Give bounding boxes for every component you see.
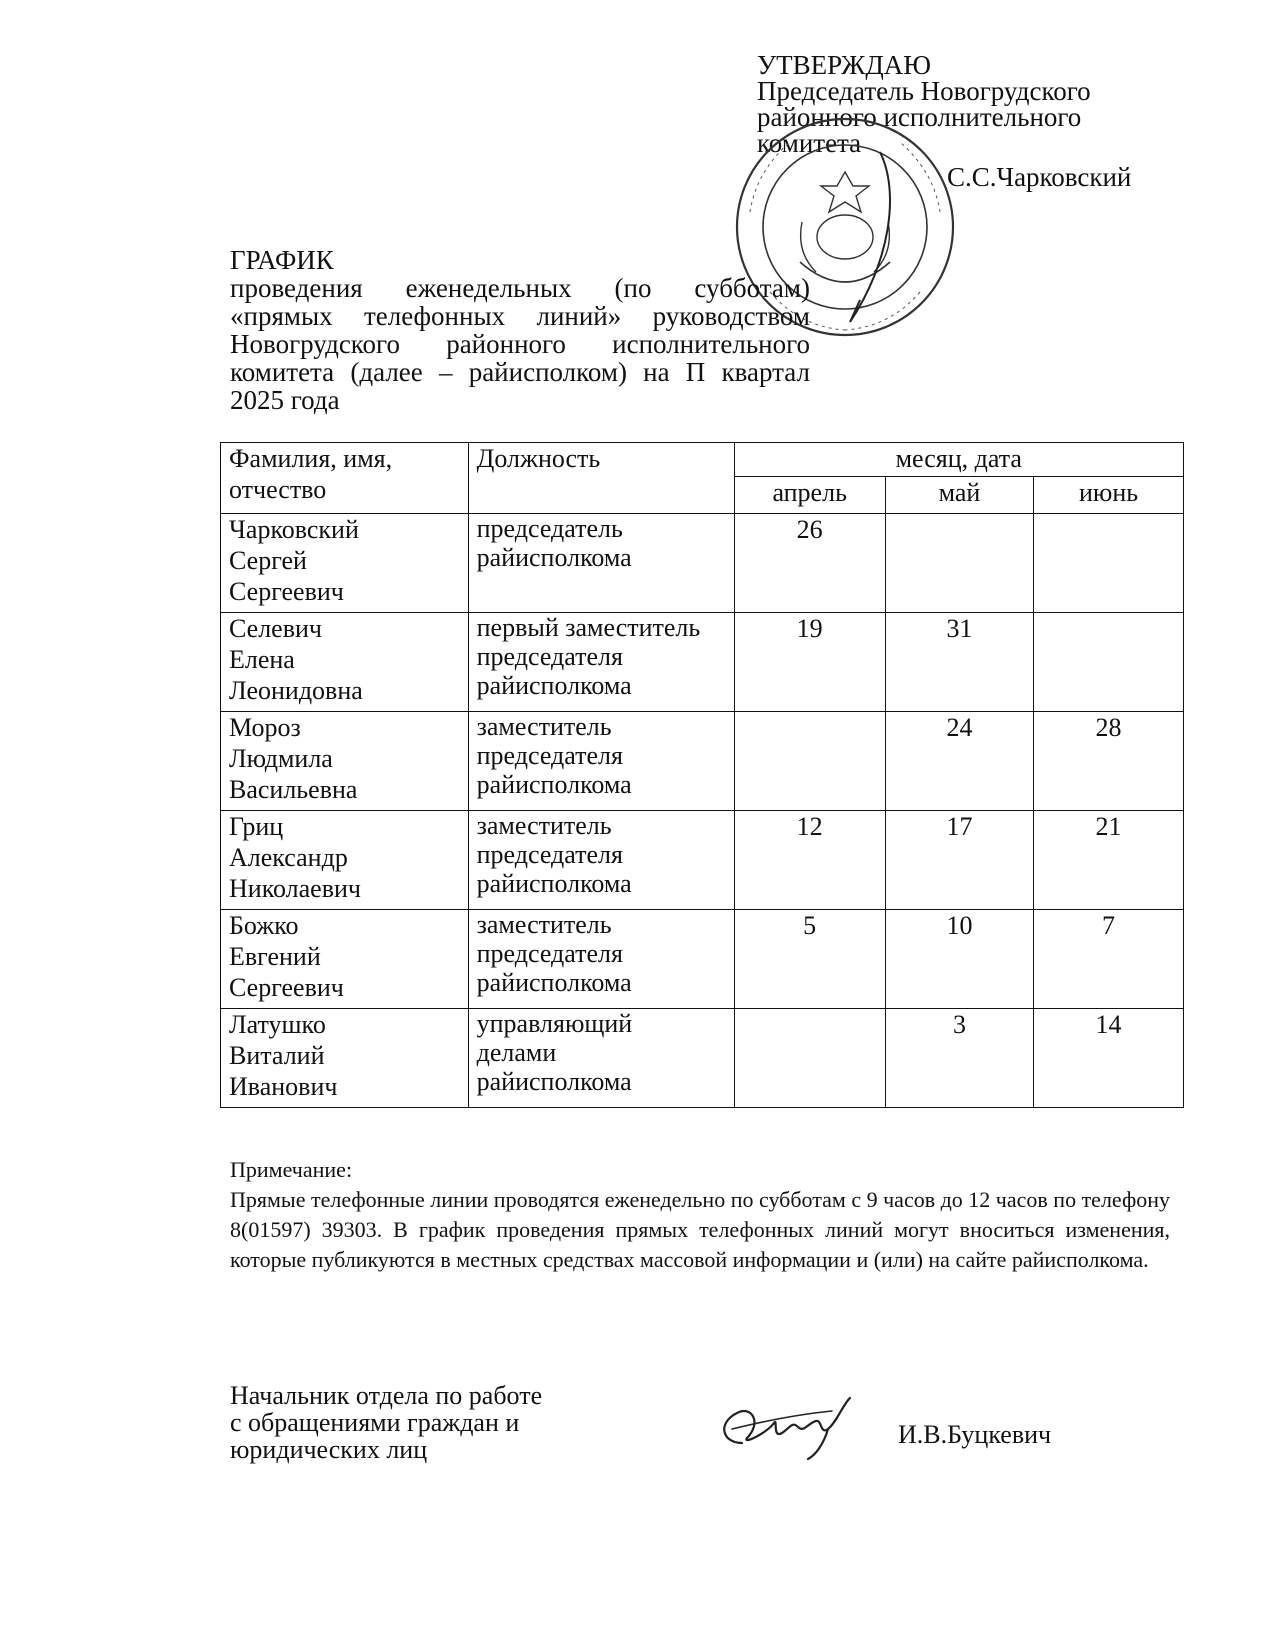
cell-name bbox=[221, 613, 469, 712]
cell-april: 19 bbox=[734, 613, 885, 712]
cell-june bbox=[1034, 514, 1184, 613]
name-line: Сергеевич bbox=[229, 577, 344, 606]
title-body: проведения еженедельных (по субботам) «прямых телефонных линий» руководством Новогрудского районного исполнительного комитета (далее – райисполком) на П квартал 2025 года bbox=[230, 273, 810, 415]
position-line: заместитель bbox=[476, 910, 612, 939]
name-line: Евгений bbox=[229, 942, 321, 971]
cell-may: 17 bbox=[885, 811, 1033, 910]
cell-april: 5 bbox=[734, 910, 885, 1009]
header-name bbox=[221, 443, 469, 514]
note-label: Примечание: bbox=[230, 1157, 353, 1182]
cell-june: 7 bbox=[1034, 910, 1184, 1009]
name-line: Николаевич bbox=[229, 874, 361, 903]
footer-position-line: юридических лиц bbox=[230, 1435, 428, 1464]
header-month-april: апрель bbox=[734, 477, 885, 514]
cell-name bbox=[221, 811, 469, 910]
position-line: председателя bbox=[476, 741, 623, 770]
position-line: райисполкома bbox=[476, 671, 632, 700]
header-month-june: июнь bbox=[1034, 477, 1184, 514]
position-line: заместитель bbox=[476, 811, 612, 840]
handwritten-signature-icon bbox=[712, 1393, 862, 1463]
header-name-line: Фамилия, имя, bbox=[229, 444, 393, 473]
table-header-row bbox=[221, 443, 1184, 477]
cell-june bbox=[1034, 613, 1184, 712]
table-row bbox=[221, 712, 1184, 811]
name-line: Александр bbox=[229, 843, 348, 872]
approval-heading: УТВЕРЖДАЮ bbox=[757, 50, 932, 80]
cell-name bbox=[221, 910, 469, 1009]
cell-april: 12 bbox=[734, 811, 885, 910]
header-position: Должность bbox=[468, 443, 734, 514]
name-line: Елена bbox=[229, 645, 295, 674]
footer-position-line: с обращениями граждан и bbox=[230, 1408, 520, 1437]
position-line: райисполкома bbox=[476, 968, 632, 997]
name-line: Божко bbox=[229, 911, 299, 940]
cell-position bbox=[468, 811, 734, 910]
position-line: райисполкома bbox=[476, 1067, 632, 1096]
approval-line: Председатель Новогрудского bbox=[757, 76, 1091, 106]
position-line: председатель bbox=[476, 514, 623, 543]
cell-position bbox=[468, 712, 734, 811]
approval-signer: С.С.Чарковский bbox=[947, 162, 1132, 192]
name-line: Мороз bbox=[229, 713, 301, 742]
name-line: Чарковский bbox=[229, 515, 359, 544]
table-row bbox=[221, 1009, 1184, 1108]
cell-april bbox=[734, 1009, 885, 1108]
name-line: Виталий bbox=[229, 1041, 325, 1070]
table-row bbox=[221, 811, 1184, 910]
position-line: делами bbox=[476, 1038, 557, 1067]
cell-name bbox=[221, 712, 469, 811]
table-row bbox=[221, 613, 1184, 712]
name-line: Иванович bbox=[229, 1072, 338, 1101]
cell-april bbox=[734, 712, 885, 811]
cell-june: 28 bbox=[1034, 712, 1184, 811]
cell-position bbox=[468, 910, 734, 1009]
name-line: Гриц bbox=[229, 812, 284, 841]
name-line: Сергеевич bbox=[229, 973, 344, 1002]
cell-position bbox=[468, 514, 734, 613]
name-line: Леонидовна bbox=[229, 676, 363, 705]
position-line: первый заместитель bbox=[476, 613, 701, 642]
cell-june: 14 bbox=[1034, 1009, 1184, 1108]
cell-may: 31 bbox=[885, 613, 1033, 712]
position-line: председателя bbox=[476, 939, 623, 968]
title-heading: ГРАФИК bbox=[230, 245, 334, 275]
name-line: Васильевна bbox=[229, 775, 358, 804]
note-text: Прямые телефонные линии проводятся еженедельно по субботам с 9 часов до 12 часов по телефону 8(01597) 39303. В график проведения прямых телефонных линий могут вноситься изменения, которые публикуются в местных средствах массовой информации и (или) на сайте райисполкома. bbox=[230, 1187, 1170, 1272]
table-row bbox=[221, 910, 1184, 1009]
document-title bbox=[230, 246, 810, 414]
cell-april: 26 bbox=[734, 514, 885, 613]
table-row bbox=[221, 514, 1184, 613]
header-name-line: отчество bbox=[229, 475, 327, 504]
footer-signer: И.В.Буцкевич bbox=[898, 1420, 1052, 1449]
cell-position bbox=[468, 1009, 734, 1108]
position-line: председателя bbox=[476, 840, 623, 869]
position-line: председателя bbox=[476, 642, 623, 671]
footer-position-line: Начальник отдела по работе bbox=[230, 1381, 543, 1410]
header-months-group: месяц, дата bbox=[734, 443, 1183, 477]
note-block bbox=[230, 1155, 1170, 1275]
position-line: заместитель bbox=[476, 712, 612, 741]
cell-may: 10 bbox=[885, 910, 1033, 1009]
cell-name bbox=[221, 514, 469, 613]
name-line: Сергей bbox=[229, 546, 307, 575]
name-line: Селевич bbox=[229, 614, 322, 643]
footer-position bbox=[230, 1382, 610, 1463]
schedule-table bbox=[220, 442, 1184, 1108]
cell-may bbox=[885, 514, 1033, 613]
cell-may: 3 bbox=[885, 1009, 1033, 1108]
name-line: Латушко bbox=[229, 1010, 326, 1039]
approval-line: районного исполнительного bbox=[757, 102, 1082, 132]
name-line: Людмила bbox=[229, 744, 333, 773]
cell-june: 21 bbox=[1034, 811, 1184, 910]
position-line: райисполкома bbox=[476, 869, 632, 898]
cell-may: 24 bbox=[885, 712, 1033, 811]
position-line: райисполкома bbox=[476, 770, 632, 799]
position-line: райисполкома bbox=[476, 543, 632, 572]
cell-position bbox=[468, 613, 734, 712]
header-month-may: май bbox=[885, 477, 1033, 514]
approval-line: комитета bbox=[757, 128, 862, 158]
cell-name bbox=[221, 1009, 469, 1108]
position-line: управляющий bbox=[476, 1009, 633, 1038]
